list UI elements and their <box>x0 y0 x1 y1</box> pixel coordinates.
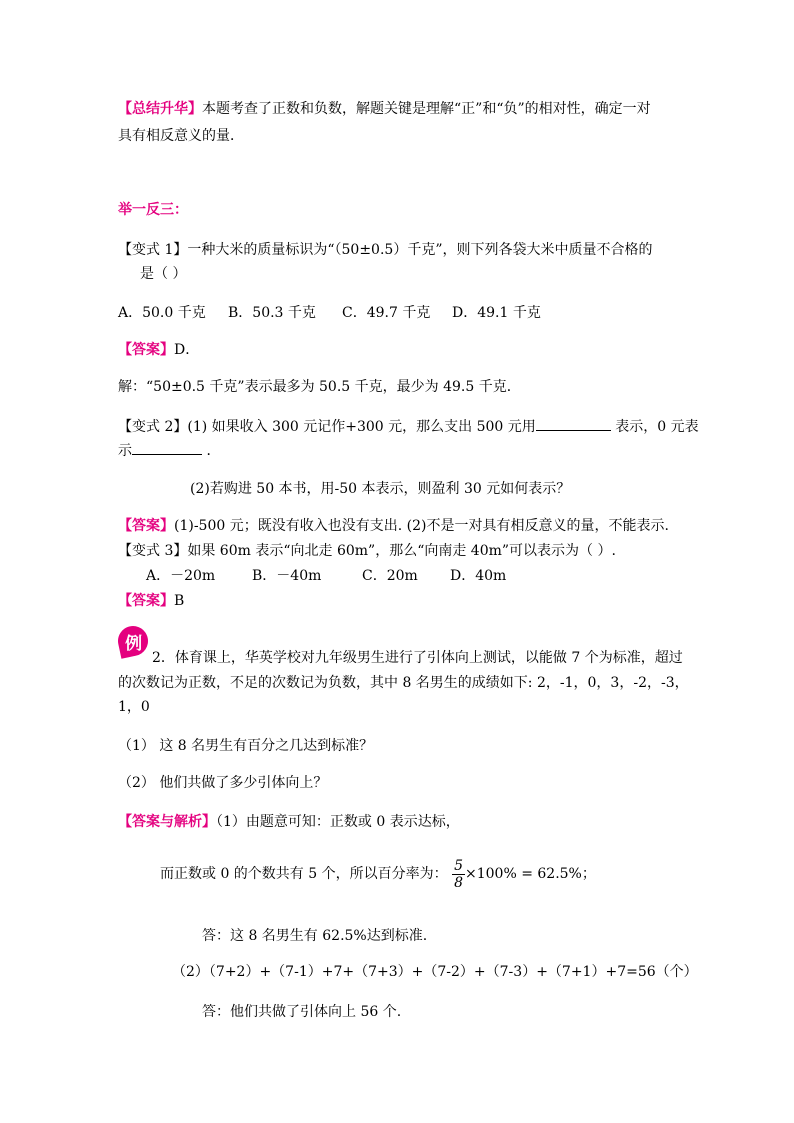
variant3-option-c: C．20m <box>362 568 418 584</box>
summary-tag: 【总结升华】 <box>118 101 202 117</box>
variant2-answer-text: (1)-500 元；既没有收入也没有支出. (2)不是一对具有相反意义的量，不能表示. <box>174 518 669 534</box>
variant2-line-2 <box>118 440 220 461</box>
variant2-blank-1 <box>536 416 611 431</box>
variant1-answer-value: D． <box>174 342 200 358</box>
example-line-3: 1，0 <box>118 699 150 715</box>
example-step-1-end: ； <box>581 866 596 882</box>
variant1-line-1: 【变式 1】一种大米的质量标识为“（50±0.5）千克”，则下列各袋大米中质量不合格的 <box>118 242 653 258</box>
example-analysis-tag: 【答案与解析】 <box>118 814 216 830</box>
example-line-2: 的次数记为正数，不足的次数记为负数，其中 8 名男生的成绩如下: 2，-1，0，3，-2，-3， <box>118 675 689 691</box>
variant2-text-1a: 【变式 2】(1) 如果收入 300 元记作+300 元，那么支出 500 元用 <box>118 419 536 435</box>
fraction <box>452 858 465 891</box>
variant2-blank-2 <box>132 440 202 455</box>
variant2-text-2a: 示 <box>118 443 132 459</box>
variant2-text-2b: ． <box>202 443 221 459</box>
example-analysis-text: （1）由题意可知：正数或 0 表示达标， <box>216 814 460 830</box>
variant3-answer-tag: 【答案】 <box>118 593 174 609</box>
variant1-option-c: C．49.7 千克 <box>342 305 431 321</box>
variant2-answer <box>118 516 669 536</box>
variant3-line-1: 【变式 3】如果 60m 表示“向北走 60m”，那么“向南走 40m”可以表示为（ ）. <box>118 543 616 559</box>
example-question-1: （1） 这 8 名男生有百分之几达到标准？ <box>118 738 374 754</box>
fraction-denominator: 8 <box>454 874 463 891</box>
fraction-numerator: 5 <box>454 857 463 874</box>
summary-text-1: 本题考查了正数和负数，解题关键是理解“正”和“负”的相对性，确定一对 <box>202 101 651 117</box>
example-analysis <box>118 812 460 832</box>
variant1-answer-tag: 【答案】 <box>118 342 174 358</box>
variant2-answer-tag: 【答案】 <box>118 518 174 534</box>
example-question-2: （2） 他们共做了多少引体向上？ <box>118 775 328 791</box>
variant1-option-d: D．49.1 千克 <box>452 305 541 321</box>
example-answer-2: 答：他们共做了引体向上 56 个. <box>202 1004 402 1020</box>
variant1-option-a: A．50.0 千克 <box>118 305 206 321</box>
example-step-1-expr: ×100% = 62.5% <box>465 866 582 882</box>
variant3-option-d: D．40m <box>450 568 507 584</box>
example-badge-label: 例 <box>124 633 142 654</box>
variant2-question-2: (2)若购进 50 本书，用-50 本表示，则盈利 30 元如何表示？ <box>190 481 571 497</box>
example-step-2: （2）（7+2）+（7-1）+7+（7+3）+（7-2）+（7-3）+（7+1）+7=56（个） <box>172 964 698 980</box>
variant3-answer-value: B <box>174 593 185 609</box>
variant1-option-b: B．50.3 千克 <box>228 305 316 321</box>
example-badge <box>115 623 151 659</box>
variant3-answer <box>118 591 184 611</box>
variant2-line-1 <box>118 416 699 437</box>
variant1-solution: 解：“50±0.5 千克”表示最多为 50.5 千克，最少为 49.5 千克． <box>118 379 521 395</box>
variant1-answer <box>118 340 199 360</box>
variant2-text-1b: 表示，0 元表 <box>610 419 699 435</box>
variant3-option-b: B．－40m <box>252 568 322 584</box>
example-step-1 <box>160 856 596 896</box>
example-line-1: 2．体育课上，华英学校对九年级男生进行了引体向上测试，以能做 7 个为标准，超过 <box>152 650 683 666</box>
section-heading: 举一反三： <box>118 202 188 218</box>
example-answer-1: 答：这 8 名男生有 62.5%达到标准. <box>202 928 428 944</box>
variant3-option-a: A．－20m <box>146 568 216 584</box>
summary-line-1 <box>118 99 651 119</box>
variant1-line-2: 是（ ） <box>140 266 187 282</box>
summary-text-2: 具有相反意义的量． <box>118 128 244 144</box>
example-step-1-text: 而正数或 0 的个数共有 5 个，所以百分率为： <box>160 866 448 882</box>
